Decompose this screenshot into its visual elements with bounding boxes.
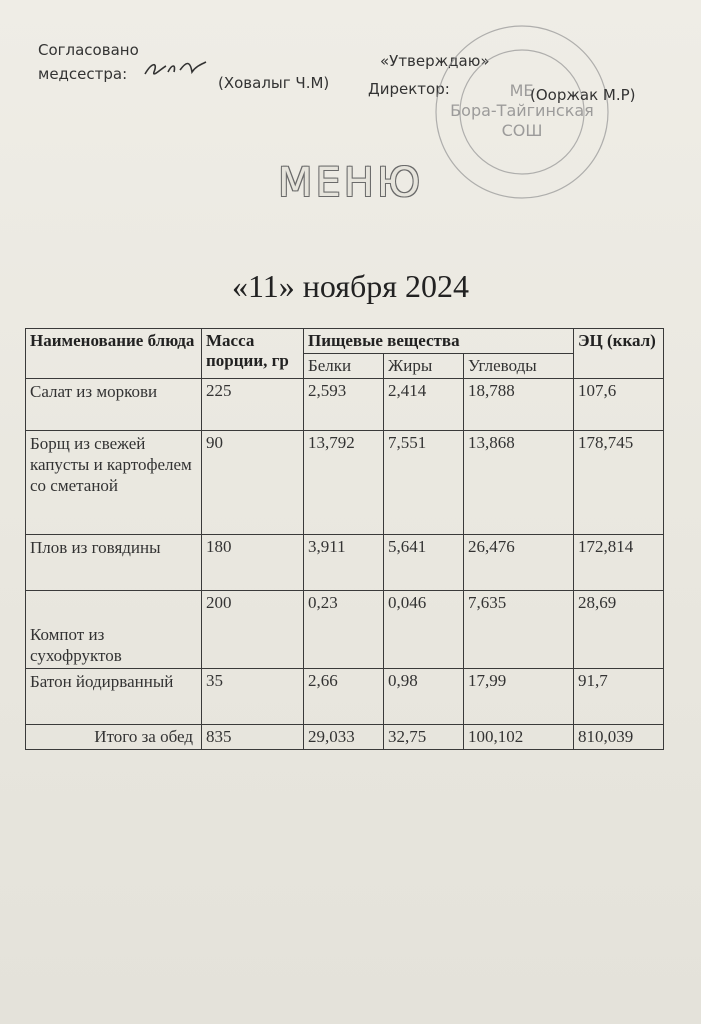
header-mass: Масса порции, гр — [202, 329, 304, 379]
dish-mass: 200 — [202, 591, 304, 669]
header-dish: Наименование блюда — [26, 329, 202, 379]
dish-energy: 172,814 — [574, 535, 664, 591]
dish-fat: 0,046 — [384, 591, 464, 669]
dish-carbs: 7,635 — [464, 591, 574, 669]
header-nutrients: Пищевые вещества — [304, 329, 574, 354]
header-fat: Жиры — [384, 354, 464, 379]
page-title: МЕНЮ — [277, 160, 424, 206]
header-protein: Белки — [304, 354, 384, 379]
dish-name: Плов из говядины — [26, 535, 202, 591]
total-row — [26, 725, 664, 750]
nurse-name: (Ховалыг Ч.М) — [218, 74, 330, 92]
dish-mass: 35 — [202, 669, 304, 725]
dish-carbs: 17,99 — [464, 669, 574, 725]
dish-fat: 2,414 — [384, 379, 464, 431]
dish-energy: 107,6 — [574, 379, 664, 431]
dish-mass: 180 — [202, 535, 304, 591]
total-mass: 835 — [202, 725, 304, 750]
dish-energy: 28,69 — [574, 591, 664, 669]
dish-carbs: 18,788 — [464, 379, 574, 431]
director-name: (Ооржак М.Р) — [530, 86, 636, 104]
header-row — [26, 329, 664, 354]
dish-protein: 13,792 — [304, 431, 384, 535]
table-row — [26, 379, 664, 431]
dish-energy: 91,7 — [574, 669, 664, 725]
table-row — [26, 591, 664, 669]
stamp-line-2: Бора-Тайгинская — [450, 101, 594, 120]
dish-name: Борщ из свежей капусты и картофелем со сметаной — [26, 431, 202, 535]
agreed-label: Согласовано — [38, 41, 139, 59]
total-label: Итого за обед — [26, 725, 202, 750]
confirm-label: «Утверждаю» — [380, 52, 490, 70]
stamp-line-1: МБ — [509, 81, 535, 100]
total-carbs: 100,102 — [464, 725, 574, 750]
dish-protein: 0,23 — [304, 591, 384, 669]
nurse-signature — [140, 56, 210, 82]
menu-date: «11» ноября 2024 — [231, 268, 470, 304]
dish-mass: 225 — [202, 379, 304, 431]
dish-energy: 178,745 — [574, 431, 664, 535]
director-label: Директор: — [368, 80, 450, 98]
dish-fat: 5,641 — [384, 535, 464, 591]
dish-fat: 0,98 — [384, 669, 464, 725]
dish-name: Салат из моркови — [26, 379, 202, 431]
dish-protein: 3,911 — [304, 535, 384, 591]
header-carbs: Углеводы — [464, 354, 574, 379]
dish-carbs: 26,476 — [464, 535, 574, 591]
nurse-label: медсестра: — [38, 65, 128, 83]
dish-protein: 2,66 — [304, 669, 384, 725]
table-row — [26, 669, 664, 725]
dish-fat: 7,551 — [384, 431, 464, 535]
header-energy: ЭЦ (ккал) — [574, 329, 664, 379]
table-row — [26, 431, 664, 535]
dish-mass: 90 — [202, 431, 304, 535]
dish-protein: 2,593 — [304, 379, 384, 431]
dish-name: Батон йодирванный — [26, 669, 202, 725]
table-row — [26, 535, 664, 591]
dish-carbs: 13,868 — [464, 431, 574, 535]
total-fat: 32,75 — [384, 725, 464, 750]
menu-table — [25, 328, 664, 750]
total-protein: 29,033 — [304, 725, 384, 750]
stamp-line-3: СОШ — [501, 121, 543, 140]
dish-name: Компот из сухофруктов — [26, 591, 202, 669]
approval-block — [38, 38, 139, 86]
total-energy: 810,039 — [574, 725, 664, 750]
